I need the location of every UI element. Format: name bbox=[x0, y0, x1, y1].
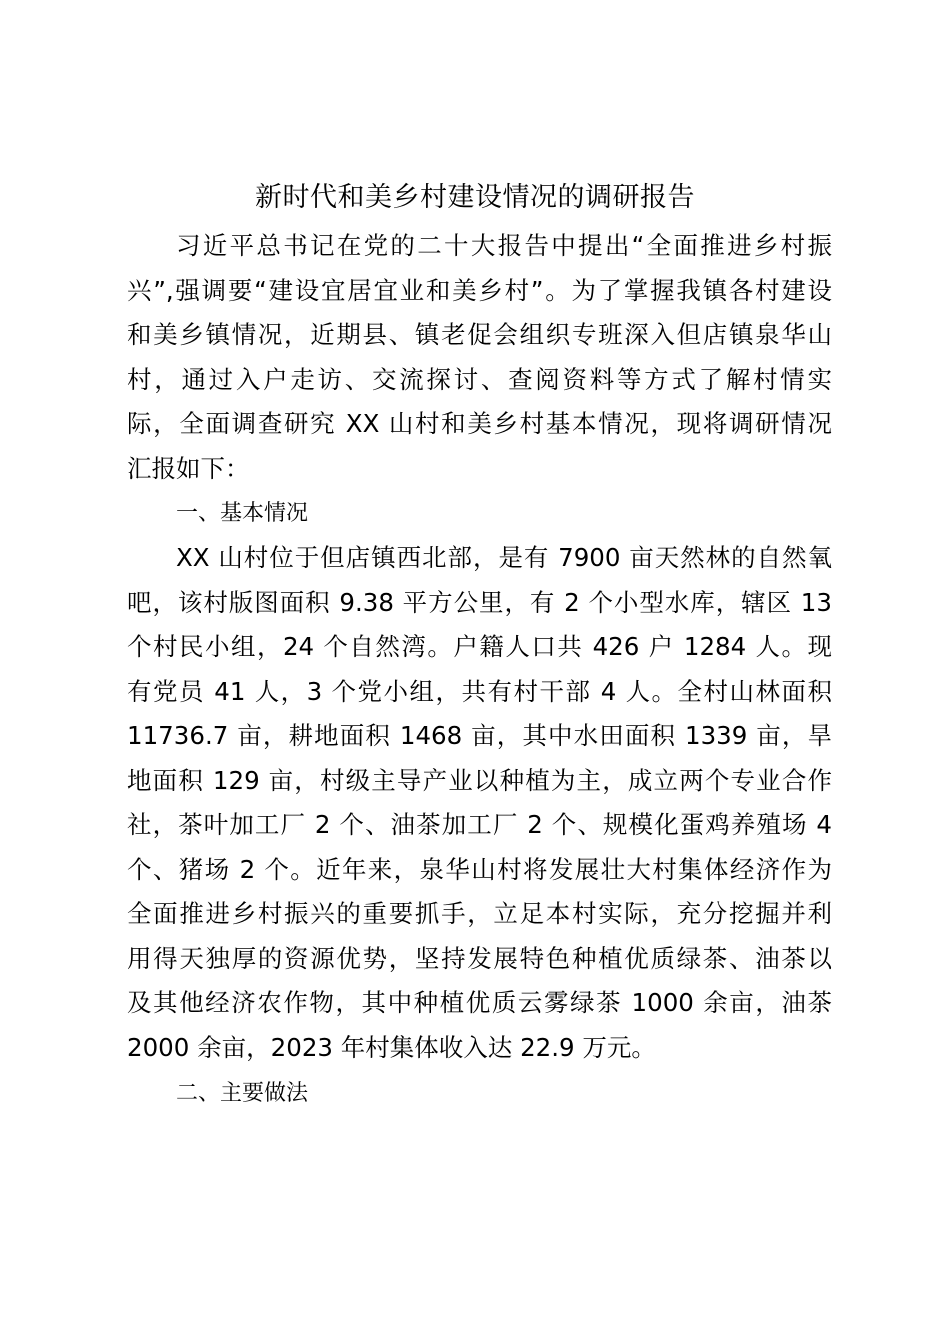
text-line: 社，茶叶加工厂 2 个、油茶加工厂 2 个、规模化蛋鸡养殖场 4 bbox=[127, 810, 832, 839]
text-line: 2000 余亩，2023 年村集体收入达 22.9 万元。 bbox=[127, 1032, 656, 1062]
text-line: 和美乡镇情况，近期县、镇老促会组织专班深入但店镇泉华山 bbox=[127, 320, 832, 349]
text-line: 用得天独厚的资源优势，坚持发展特色种植优质绿茶、油茶以 bbox=[127, 943, 832, 973]
text-line: 习近平总书记在党的二十大报告中提出“全面推进乡村振 bbox=[176, 231, 832, 260]
text-line: 个村民小组，24 个自然湾。户籍人口共 426 户 1284 人。现 bbox=[127, 632, 832, 661]
section-heading-main-practices: 二、主要做法 bbox=[176, 1081, 309, 1106]
text-line: 汇报如下： bbox=[127, 453, 250, 483]
section-heading-basic-situation: 一、基本情况 bbox=[176, 501, 309, 526]
text-line: 有党员 41 人，3 个党小组，共有村干部 4 人。全村山林面积 bbox=[127, 676, 832, 706]
basic-situation-paragraph bbox=[127, 536, 832, 1070]
text-line: 兴”,强调要“建设宜居宜业和美乡村”。为了掌握我镇各村建设 bbox=[127, 275, 832, 305]
text-line: 个、猪场 2 个。近年来，泉华山村将发展壮大村集体经济作为 bbox=[127, 854, 832, 884]
text-line: 村，通过入户走访、交流探讨、查阅资料等方式了解村情实 bbox=[127, 364, 832, 394]
text-line: XX 山村位于但店镇西北部，是有 7900 亩天然林的自然氧 bbox=[176, 543, 832, 572]
text-line: 及其他经济农作物，其中种植优质云雾绿茶 1000 余亩，油茶 bbox=[127, 988, 832, 1017]
text-line: 际，全面调查研究 XX 山村和美乡村基本情况，现将调研情况 bbox=[127, 409, 832, 438]
text-line: 全面推进乡村振兴的重要抓手，立足本村实际，充分挖掘并利 bbox=[127, 899, 832, 928]
document-title: 新时代和美乡村建设情况的调研报告 bbox=[255, 182, 695, 213]
text-line: 11736.7 亩，耕地面积 1468 亩，其中水田面积 1339 亩，旱 bbox=[127, 721, 832, 750]
text-line: 地面积 129 亩，村级主导产业以种植为主，成立两个专业合作 bbox=[127, 765, 832, 795]
text-line: 吧，该村版图面积 9.38 平方公里，有 2 个小型水库，辖区 13 bbox=[127, 587, 832, 617]
intro-paragraph bbox=[127, 224, 832, 491]
